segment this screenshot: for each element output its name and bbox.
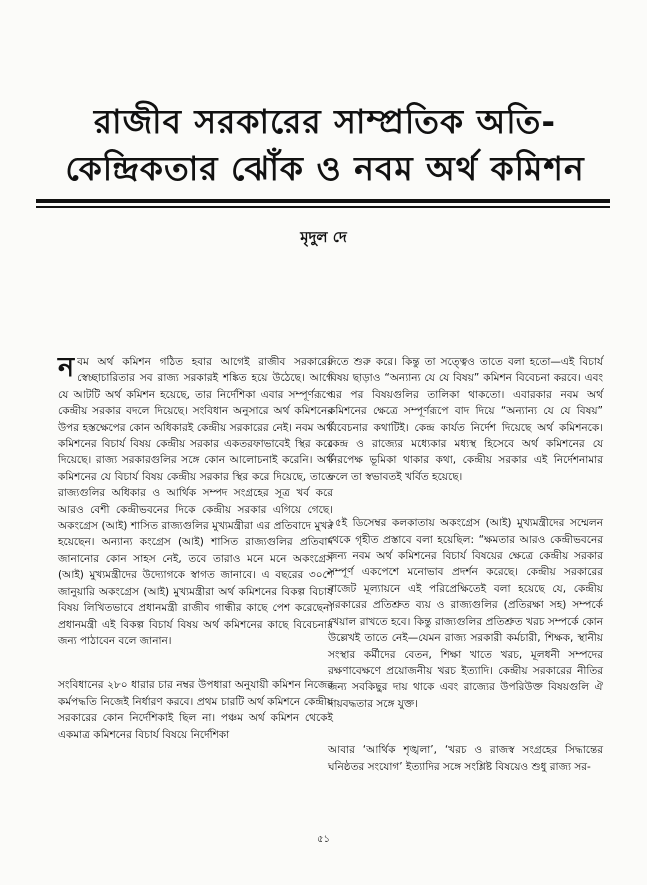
left-column: [58, 354, 333, 773]
drop-cap: ন: [58, 352, 75, 383]
right-column: [328, 354, 603, 805]
title-rule-thick: [36, 199, 610, 203]
article-title-line-1: রাজীব সরকারের সাম্প্রতিক অতি-: [93, 102, 557, 141]
right-paragraph-3: আবার ‘আর্থিক শৃঙ্খলা’, ‘খরচ ও রাজস্ব সংগ্রহের সিদ্ধান্তের ঘনিষ্ঠতর সংযোগ’ ইত্যাদির সঙ্গে সংশ্লিষ্ট বিষয়েও শুধু রাজ্য সর-: [328, 744, 603, 773]
right-paragraph-1: দিতে শুরু করে। কিন্তু তা সত্ত্বেও তাতে বলা হতো—এই বিচার্য বিষয় ছাড়াও “অন্যান্য যে যে বিষয়” কমিশন বিবেচনা করবে। এবং এর পর বিষয়গুলির তালিকা থাকতো। এবারকার নবম অর্থ কমিশনের ক্ষেত্রে সম্পূর্ণরূপে বাদ দিয়ে “অন্যান্য যে যে বিষয়” বিবেচনার কথাটিই। কেন্দ্র কার্যত নির্দেশ দিয়েছে অর্থ কমিশনকে। কেন্দ্র ও রাজ্যের মধ্যেকার মধ্যস্থ হিসেবে অর্থ কমিশনের যে নিরপেক্ষ ভূমিকা থাকার কথা, কেন্দ্রীয় সরকার এই নির্দেশনামার ফলে তা স্বভাবতই খর্বিত হয়েছে।: [328, 356, 603, 483]
left-paragraph-1: [58, 354, 333, 649]
article-title-line-2: কেন্দ্রিকতার ঝোঁক ও নবম অর্থ কমিশন: [65, 149, 585, 188]
right-paragraph-2: ১৫ই ডিসেম্বর কলকাতায় অকংগ্রেস (আই) মুখ্যমন্ত্রীদের সম্মেলন থেকে গৃহীত প্রস্তাবে বলা হয়েছিল: “ক্ষমতার আরও কেন্দ্রীভবনের জন্য নবম অর্থ কমিশনের বিচার্য বিষয়ের ক্ষেত্রে কেন্দ্রীয় সরকার সম্পূর্ণ একপেশে মনোভাব প্রদর্শন করেছে। কেন্দ্রীয় সরকারের বাজেট মূল্যায়নে এই পরিপ্রেক্ষিতেই বলা হয়েছে যে, কেন্দ্রীয় সরকারের প্রতিশ্রুত ব্যয় ও রাজ্যগুলির (প্রতিরক্ষা সহ) সম্পর্কে খেয়াল রাখতে হবে। কিন্তু রাজ্যগুলির প্রতিশ্রুত খরচ সম্পর্কে কোন উল্লেখই তাতে নেই—যেমন রাজ্য সরকারী কর্মচারী, শিক্ষক, স্থানীয় সংস্থার কর্মীদের বেতন, শিক্ষা খাতে খরচ, মূলধনী সম্পদের রক্ষণাবেক্ষণে প্রয়োজনীয় খরচ ইত্যাদি। কেন্দ্রীয় সরকারের নীতির জন্য সবকিছুর দায় থাকে এবং রাজ্যের উপরিউক্ত বিষয়গুলি ঐ দায়বদ্ধতার সঙ্গে যুক্ত।: [328, 517, 603, 710]
left-paragraph-1-text: বম অর্থ কমিশন গঠিত হবার আগেই রাজীব সরকারের স্বেচ্ছাচারিতার সব রাজ্য সরকারই শঙ্কিত হয়ে উঠেছে। আগে যে আটটি অর্থ কমিশন হয়েছে, তার নির্দেশিকা এবার সম্পূর্ণরূপে কেন্দ্রীয় সরকার বদলে দিয়েছে। সংবিধান অনুসারে অর্থ কমিশনের উপর হস্তক্ষেপের কোন অধিকারই কেন্দ্রীয় সরকারের নেই। নবম অর্থ কমিশনের বিচার্য বিষয় কেন্দ্রীয় সরকার একতরফাভাবেই স্থির করে দিয়েছে। রাজ্য সরকারগুলির সঙ্গে কোন আলোচনাই করেনি। অর্থ কমিশনের যে বিচার্য বিষয় কেন্দ্রীয় সরকার স্থির করে দিয়েছে, তাতে রাজ্যগুলির অধিকার ও আর্থিক সম্পদ সংগ্রহের সূত্র খর্ব করে আরও বেশী কেন্দ্রীভবনের দিকে কেন্দ্রীয় সরকার এগিয়ে গেছে। অকংগ্রেস (আই) শাসিত রাজ্যগুলির মুখ্যমন্ত্রীরা এর প্রতিবাদে মুখর হয়েছেন। অন্যান্য কংগ্রেস (আই) শাসিত রাজ্যগুলির প্রতিবাদ জানানোর কোন সাহস নেই, তবে তারাও মনে মনে অকংগ্রেস (আই) মুখ্যমন্ত্রীদের উদ্যোগকে স্বাগত জানাবে। এ বছরের ৩০শে জানুয়ারি অকংগ্রেস (আই) মুখ্যমন্ত্রীরা অর্থ কমিশনের বিকল্প বিচার্য বিষয় লিখিতভাবে প্রধানমন্ত্রী রাজীব গান্ধীর কাছে পেশ করেছেন। প্রধানমন্ত্রী এই বিকল্প বিচার্য বিষয় অর্থ কমিশনের কাছে বিবেচনার জন্য পাঠাবেন বলে জানান।: [58, 356, 333, 647]
page-number: ৫১: [317, 834, 330, 845]
title-rule-thin: [36, 206, 610, 208]
author-byline: মৃদুল দে: [300, 228, 347, 246]
left-paragraph-2: সংবিধানের ২৮০ ধারার চার নম্বর উপধারা অনুযায়ী কমিশন নিজের কর্মপদ্ধতি নিজেই নির্ধারণ করবে। প্রথম চারটি অর্থ কমিশনে কেন্দ্রীয় সরকারের কোন নির্দেশিকাই ছিল না। পঞ্চম অর্থ কমিশন থেকেই একমাত্র কমিশনের বিচার্য বিষয়ে নির্দেশিকা: [58, 679, 333, 741]
